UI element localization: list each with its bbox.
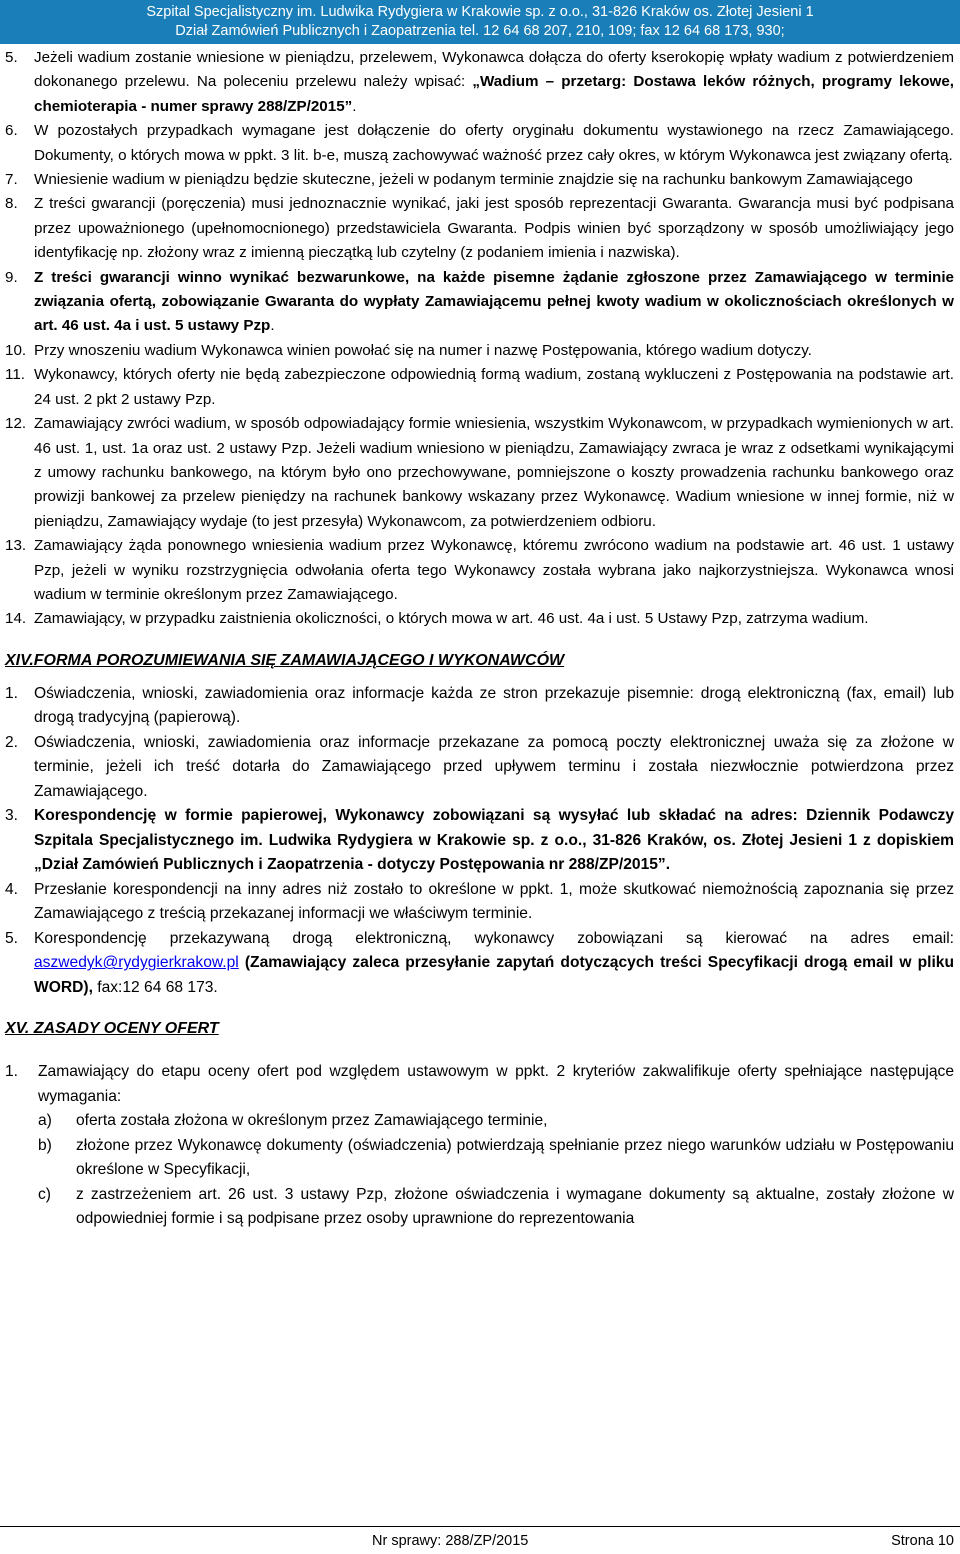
item-number: 12. [5,415,27,433]
list-item [0,878,960,927]
sub-item-text: złożone przez Wykonawcę dokumenty (oświadczenia) potwierdzają spełnianie przez niego warunków udziału w Postępowaniu określone w Specyfikacji, [76,1136,954,1179]
list-item [0,363,960,412]
item-text-end: fax:12 64 68 173. [92,978,218,996]
item-text-end: . [352,97,357,115]
wadium-section [0,46,960,632]
item-bold-text: Z treści gwarancji winno wynikać bezwarunkowe, na każde pisemne żądanie zgłoszone przez Zamawiającego w terminie związania ofertą, zobowiązanie Gwaranta do wypłaty Zamawiającemu pełnej kwoty wadium w okolicznościach określonych w art. 46 ust. 4a i ust. 5 ustawy Pzp [34,268,954,335]
item-bold-text: „Wadium – przetarg: Dostawa leków różnych, programy lekowe, chemioterapia - numer sprawy 288/ZP/2015” [34,73,954,115]
item-text: Przy wnoszeniu wadium Wykonawca winien powołać się na numer i nazwę Postępowania, którego wadium dotyczy. [34,341,812,359]
list-item [0,412,960,534]
page-footer [0,1526,960,1554]
evaluation-section [0,1060,960,1232]
item-bold-text: (Zamawiający zaleca przesyłanie zapytań dotyczących treści Specyfikacji drogą email w pliku WORD), [34,954,954,996]
page-header [0,0,960,44]
item-text-end: . [270,317,275,335]
sub-item-text: oferta została złożona w określonym przez Zamawiającego terminie, [76,1112,548,1130]
sub-item-text: z zastrzeżeniem art. 26 ust. 3 ustawy Pzp, złożone oświadczenia i wymagane dokumenty są aktualne, zostały złożone w odpowiedniej formie i są podpisane przez osoby uprawnione do reprezentowania [76,1185,954,1228]
communication-section [0,682,960,1001]
item-bold-text: Korespondencję w formie papierowej, Wykonawcy zobowiązani są wysyłać lub składać na adres: Dziennik Podawczy Szpitala Specjalistycznego im. Ludwika Rydygiera w Krakowie sp. z o.o., 31-826 Kraków, os. Złotej Jesieni 1 z dopiskiem „Dział Zamówień Publicznych i Zaopatrzenia - dotyczy Postępowania nr 288/ZP/2015”. [34,807,954,874]
item-number: 13. [5,537,27,555]
header-hospital-line: Szpital Specjalistyczny im. Ludwika Rydygiera w Krakowie sp. z o.o., 31-826 Kraków os. Złotej Jesieni 1 [146,4,814,20]
list-item [0,339,960,363]
header-department-line: Dział Zamówień Publicznych i Zaopatrzenia tel. 12 64 68 207, 210, 109; fax 12 64 68 173, 930; [175,23,785,39]
list-item [0,731,960,805]
item-number: 10. [5,341,27,359]
item-number: 1. [5,684,19,702]
list-item [0,192,960,265]
list-item [0,1060,960,1109]
item-text: Przesłanie korespondencji na inny adres niż zostało to określone w ppkt. 1, może skutkować niemożnością zapoznania się przez Zamawiającego z treścią przekazanej informacji we właściwym terminie. [34,880,954,923]
item-text: Zamawiający zwróci wadium, w sposób odpowiadający formie wniesienia, wszystkim Wykonawcom, w przypadkach wymienionych w art. 46 ust. 1, ust. 1a oraz ust. 2 ustawy Pzp. Jeżeli wadium wniesiono w pieniądzu, Zamawiający zwraca je wraz z odsetkami wynikającymi z umowy rachunku bankowego, na którym było ono przechowywane, pomniejszone o koszty prowadzenia rachunku bankowego oraz prowizji bankowej za przelew pieniędzy na rachunek bankowy wskazany przez Wykonawcę. Wadium wniesione w innej formie, niż w pieniądzu, Zamawiający wydaje (to jest przesyła) Wykonawcom, za potwierdzeniem odbioru. [34,415,954,530]
item-text: Zamawiający do etapu oceny ofert pod względem ustawowym w ppkt. 2 kryteriów zakwalifikuje oferty spełniające następujące wymagania: [38,1063,954,1105]
list-item [0,168,960,192]
sub-item-letter: c) [38,1185,51,1203]
sub-item [0,1134,960,1183]
list-item [0,266,960,339]
item-text: Zamawiający, w przypadku zaistnienia okoliczności, o których mowa w art. 46 ust. 4a i ust. 5 Ustawy Pzp, zatrzyma wadium. [34,610,869,628]
item-number: 8. [5,195,18,213]
section-heading-communication: XIV.FORMA POROZUMIEWANIA SIĘ ZAMAWIAJĄCEGO I WYKONAWCÓW [5,651,565,669]
sub-item-letter: a) [38,1112,52,1130]
item-number: 5. [5,49,18,66]
item-number: 9. [5,268,18,286]
list-item [0,804,960,878]
item-text: Wniesienie wadium w pieniądzu będzie skuteczne, jeżeli w podanym terminie znajdzie się na rachunku bankowym Zamawiającego [34,171,913,189]
list-item [0,927,960,1001]
list-item [0,46,960,119]
sub-item [0,1183,960,1232]
list-item [0,682,960,731]
item-number: 7. [5,171,18,189]
list-item [0,119,960,168]
document-body [0,44,960,1232]
item-number: 2. [5,733,19,751]
item-text: Wykonawcy, których oferty nie będą zabezpieczone odpowiednią formą wadium, zostaną wykluczeni z Postępowania na podstawie art. 24 ust. 2 pkt 2 ustawy Pzp. [34,366,954,408]
item-text: W pozostałych przypadkach wymagane jest dołączenie do oferty oryginału dokumentu wystawionego na rzecz Zamawiającego. Dokumenty, o których mowa w ppkt. 3 lit. b-e, muszą zachowywać ważność przez cały okres, w którym Wykonawca jest związany ofertą. [34,122,954,164]
item-number: 3. [5,807,19,825]
item-text: Korespondencję przekazywaną drogą elektroniczną, wykonawcy zobowiązani są kierować na adres email: [34,929,954,947]
item-number: 6. [5,122,18,140]
item-number: 5. [5,929,19,947]
page-number: Strona 10 [891,1533,954,1549]
item-text: Zamawiający żąda ponownego wniesienia wadium przez Wykonawcę, któremu zwrócono wadium na podstawie art. 46 ust. 1 ustawy Pzp, jeżeli w wyniku rozstrzygnięcia odwołania oferta tego Wykonawcy została wybrana jako najkorzystniejsza. Wykonawca wnosi wadium w terminie określonym przez Zamawiającego. [34,537,954,603]
section-heading-evaluation: XV. ZASADY OCENY OFERT [5,1020,219,1038]
sub-item [0,1109,960,1134]
email-link[interactable]: aszwedyk@rydygierkrakow.pl [34,954,239,972]
item-text: Z treści gwarancji (poręczenia) musi jednoznacznie wynikać, jaki jest sposób reprezentacji Gwaranta. Gwarancja musi być podpisana przez upoważnionego (upełnomocnionego) przedstawiciela Gwaranta. Podpis winien być sporządzony w sposób umożliwiający jego identyfikację np. złożony wraz z imienną pieczątką lub czytelny (z podaniem imienia i nazwiska). [34,195,954,262]
item-number: 14. [5,610,27,628]
case-number: Nr sprawy: 288/ZP/2015 [372,1533,529,1549]
item-number: 11. [5,366,25,384]
item-text: Oświadczenia, wnioski, zawiadomienia oraz informacje każda ze stron przekazuje pisemnie: drogą elektroniczną (fax, email) lub drogą tradycyjną (papierową). [34,684,954,727]
list-item [0,607,960,631]
item-number: 1. [5,1063,19,1081]
list-item [0,534,960,607]
item-text: Oświadczenia, wnioski, zawiadomienia oraz informacje przekazane za pomocą poczty elektronicznej uważa się za złożone w terminie, jeżeli ich treść dotarła do Zamawiającego przed upływem terminu i została niezwłocznie potwierdzona przez Zamawiającego. [34,733,954,800]
item-text: Jeżeli wadium zostanie wniesione w pieniądzu, przelewem, Wykonawca dołącza do oferty kserokopię wpłaty wadium z potwierdzeniem dokonanego przelewu. Na poleceniu przelewu należy wpisać: [34,49,954,91]
sub-item-letter: b) [38,1136,52,1154]
item-number: 4. [5,880,19,898]
